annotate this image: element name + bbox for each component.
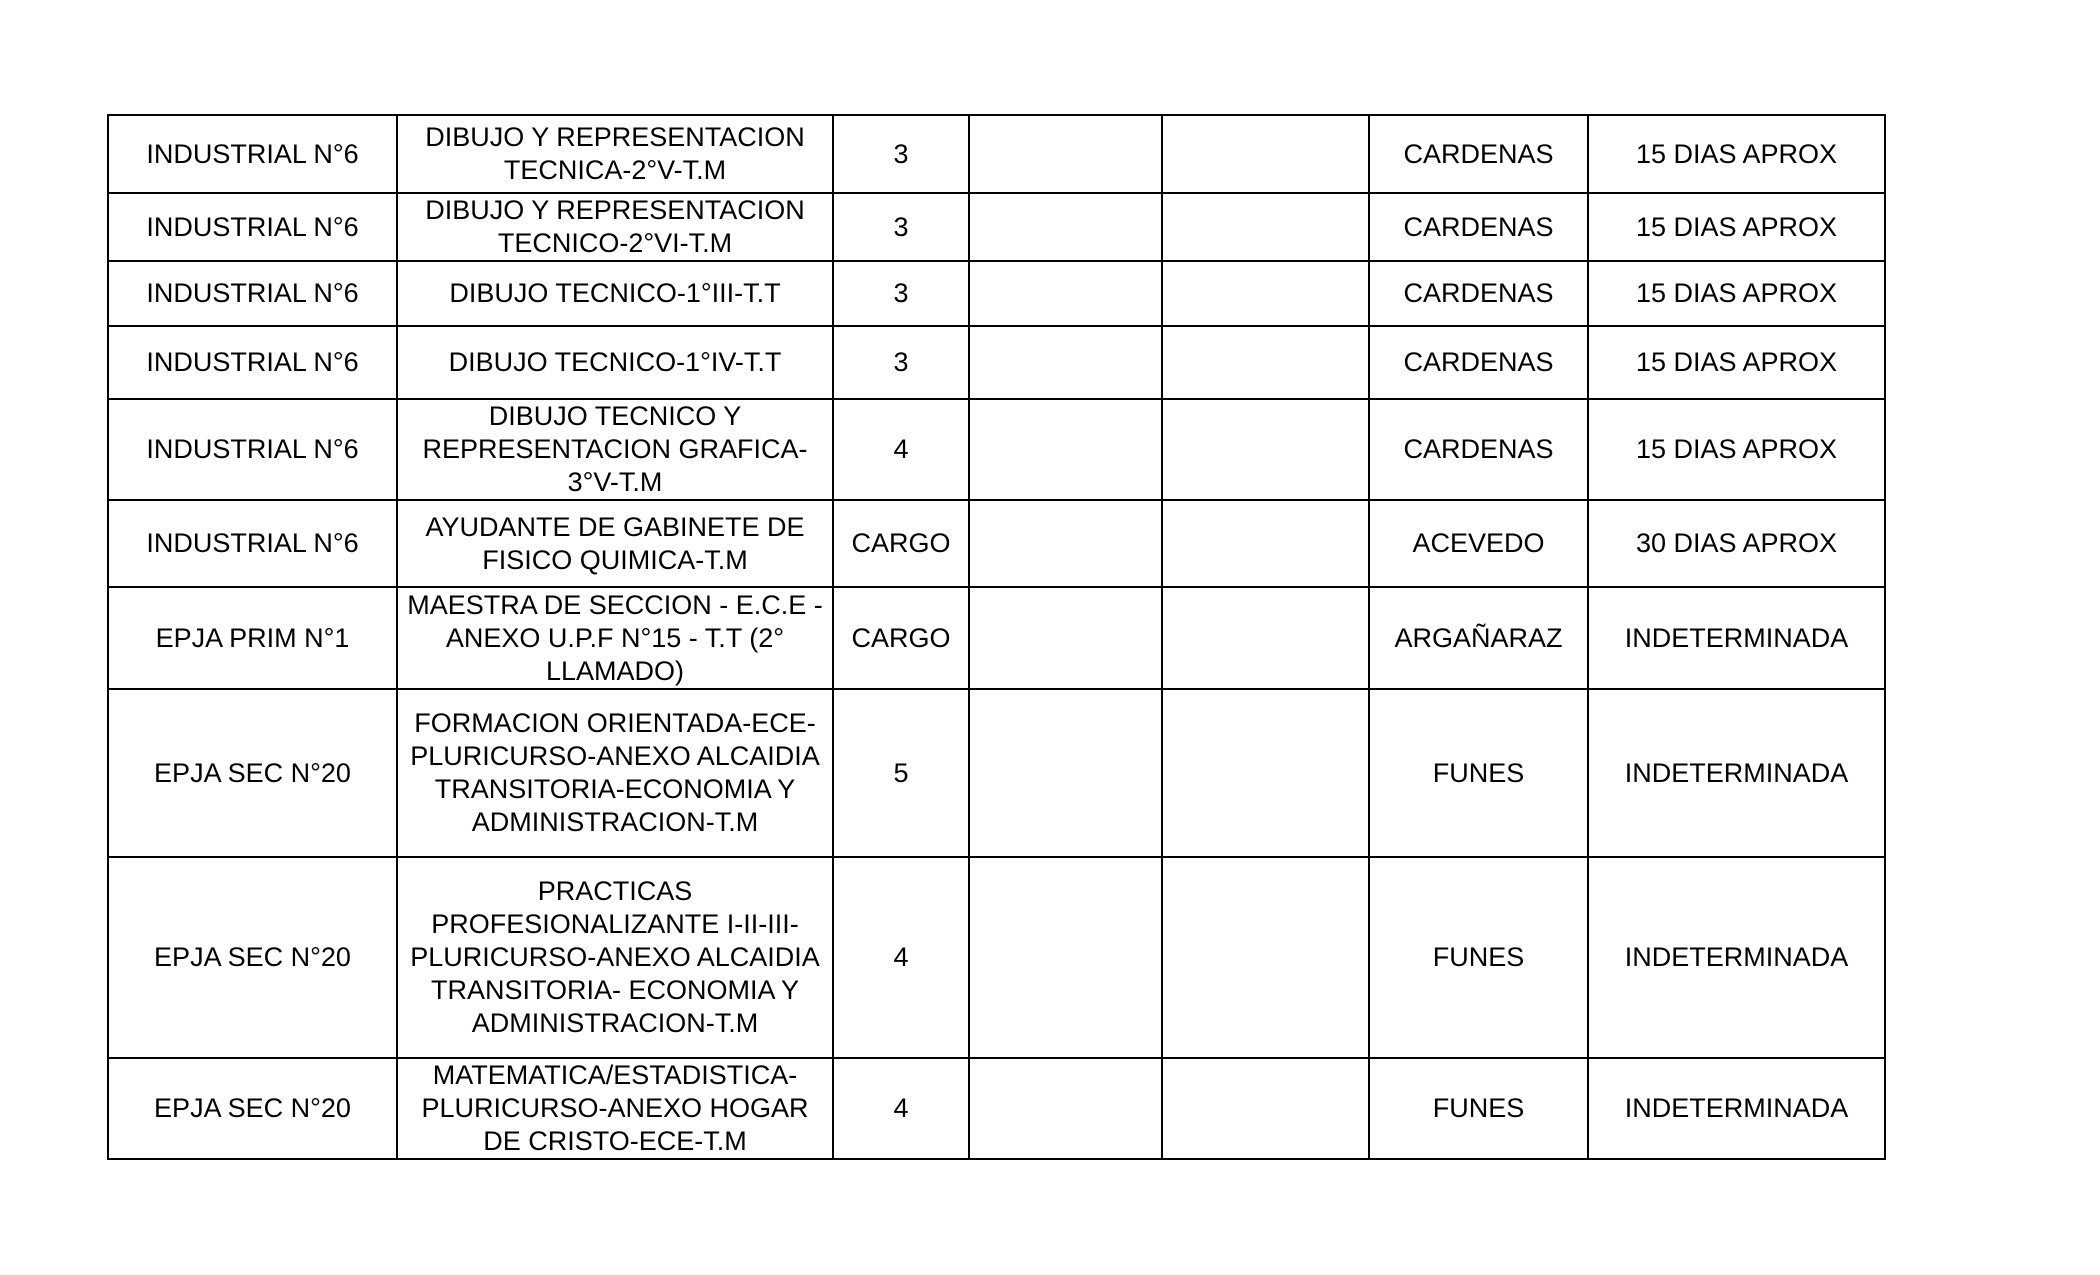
table-row (108, 857, 1885, 1058)
teacher-cell: ACEVEDO (1369, 500, 1588, 587)
teacher-cell: CARDENAS (1369, 326, 1588, 399)
blank-cell-b (1162, 115, 1369, 193)
duration-cell: 15 DIAS APROX (1588, 193, 1885, 261)
blank-cell-a (969, 587, 1162, 689)
blank-cell-a (969, 261, 1162, 326)
table-row (108, 587, 1885, 689)
school-cell: INDUSTRIAL N°6 (108, 399, 397, 500)
school-cell: INDUSTRIAL N°6 (108, 261, 397, 326)
hours-cell: 3 (833, 193, 969, 261)
subject-cell: FORMACION ORIENTADA-ECE- PLURICURSO-ANEXO ALCAIDIA TRANSITORIA-ECONOMIA Y ADMINISTRACION-T.M (397, 689, 833, 857)
hours-cell: 4 (833, 1058, 969, 1159)
blank-cell-b (1162, 399, 1369, 500)
duration-cell: 15 DIAS APROX (1588, 261, 1885, 326)
blank-cell-b (1162, 326, 1369, 399)
subject-cell: DIBUJO Y REPRESENTACION TECNICO-2°VI-T.M (397, 193, 833, 261)
table-row (108, 261, 1885, 326)
blank-cell-a (969, 115, 1162, 193)
blank-cell-b (1162, 261, 1369, 326)
vacancy-table (107, 114, 1886, 1160)
teacher-cell: CARDENAS (1369, 193, 1588, 261)
teacher-cell: CARDENAS (1369, 399, 1588, 500)
hours-cell: 3 (833, 115, 969, 193)
school-cell: EPJA SEC N°20 (108, 1058, 397, 1159)
subject-cell: DIBUJO TECNICO-1°III-T.T (397, 261, 833, 326)
teacher-cell: CARDENAS (1369, 115, 1588, 193)
blank-cell-b (1162, 587, 1369, 689)
subject-cell: AYUDANTE DE GABINETE DE FISICO QUIMICA-T.M (397, 500, 833, 587)
duration-cell: 15 DIAS APROX (1588, 115, 1885, 193)
hours-cell: 3 (833, 326, 969, 399)
duration-cell: INDETERMINADA (1588, 587, 1885, 689)
duration-cell: 30 DIAS APROX (1588, 500, 1885, 587)
school-cell: EPJA SEC N°20 (108, 689, 397, 857)
table-row (108, 500, 1885, 587)
hours-cell: 4 (833, 857, 969, 1058)
school-cell: INDUSTRIAL N°6 (108, 500, 397, 587)
subject-cell: MATEMATICA/ESTADISTICA- PLURICURSO-ANEXO HOGAR DE CRISTO-ECE-T.M (397, 1058, 833, 1159)
subject-cell: DIBUJO TECNICO Y REPRESENTACION GRAFICA- 3°V-T.M (397, 399, 833, 500)
teacher-cell: FUNES (1369, 689, 1588, 857)
blank-cell-b (1162, 689, 1369, 857)
table-row (108, 399, 1885, 500)
blank-cell-a (969, 193, 1162, 261)
hours-cell: CARGO (833, 500, 969, 587)
duration-cell: INDETERMINADA (1588, 689, 1885, 857)
duration-cell: INDETERMINADA (1588, 857, 1885, 1058)
table-body (108, 115, 1885, 1159)
blank-cell-a (969, 500, 1162, 587)
school-cell: EPJA SEC N°20 (108, 857, 397, 1058)
subject-cell: DIBUJO TECNICO-1°IV-T.T (397, 326, 833, 399)
blank-cell-a (969, 857, 1162, 1058)
blank-cell-a (969, 326, 1162, 399)
blank-cell-b (1162, 500, 1369, 587)
table-row (108, 115, 1885, 193)
hours-cell: 3 (833, 261, 969, 326)
duration-cell: INDETERMINADA (1588, 1058, 1885, 1159)
school-cell: INDUSTRIAL N°6 (108, 115, 397, 193)
blank-cell-b (1162, 857, 1369, 1058)
teacher-cell: ARGAÑARAZ (1369, 587, 1588, 689)
blank-cell-b (1162, 193, 1369, 261)
blank-cell-a (969, 689, 1162, 857)
duration-cell: 15 DIAS APROX (1588, 399, 1885, 500)
hours-cell: 4 (833, 399, 969, 500)
school-cell: INDUSTRIAL N°6 (108, 326, 397, 399)
teacher-cell: FUNES (1369, 857, 1588, 1058)
hours-cell: 5 (833, 689, 969, 857)
teacher-cell: FUNES (1369, 1058, 1588, 1159)
table-row (108, 326, 1885, 399)
subject-cell: PRACTICAS PROFESIONALIZANTE I-II-III- PLURICURSO-ANEXO ALCAIDIA TRANSITORIA- ECONOMIA Y ADMINISTRACION-T.M (397, 857, 833, 1058)
blank-cell-a (969, 1058, 1162, 1159)
school-cell: EPJA PRIM N°1 (108, 587, 397, 689)
table-row (108, 1058, 1885, 1159)
school-cell: INDUSTRIAL N°6 (108, 193, 397, 261)
blank-cell-a (969, 399, 1162, 500)
subject-cell: MAESTRA DE SECCION - E.C.E - ANEXO U.P.F N°15 - T.T (2° LLAMADO) (397, 587, 833, 689)
duration-cell: 15 DIAS APROX (1588, 326, 1885, 399)
hours-cell: CARGO (833, 587, 969, 689)
teacher-cell: CARDENAS (1369, 261, 1588, 326)
subject-cell: DIBUJO Y REPRESENTACION TECNICA-2°V-T.M (397, 115, 833, 193)
blank-cell-b (1162, 1058, 1369, 1159)
table-row (108, 689, 1885, 857)
table-row (108, 193, 1885, 261)
